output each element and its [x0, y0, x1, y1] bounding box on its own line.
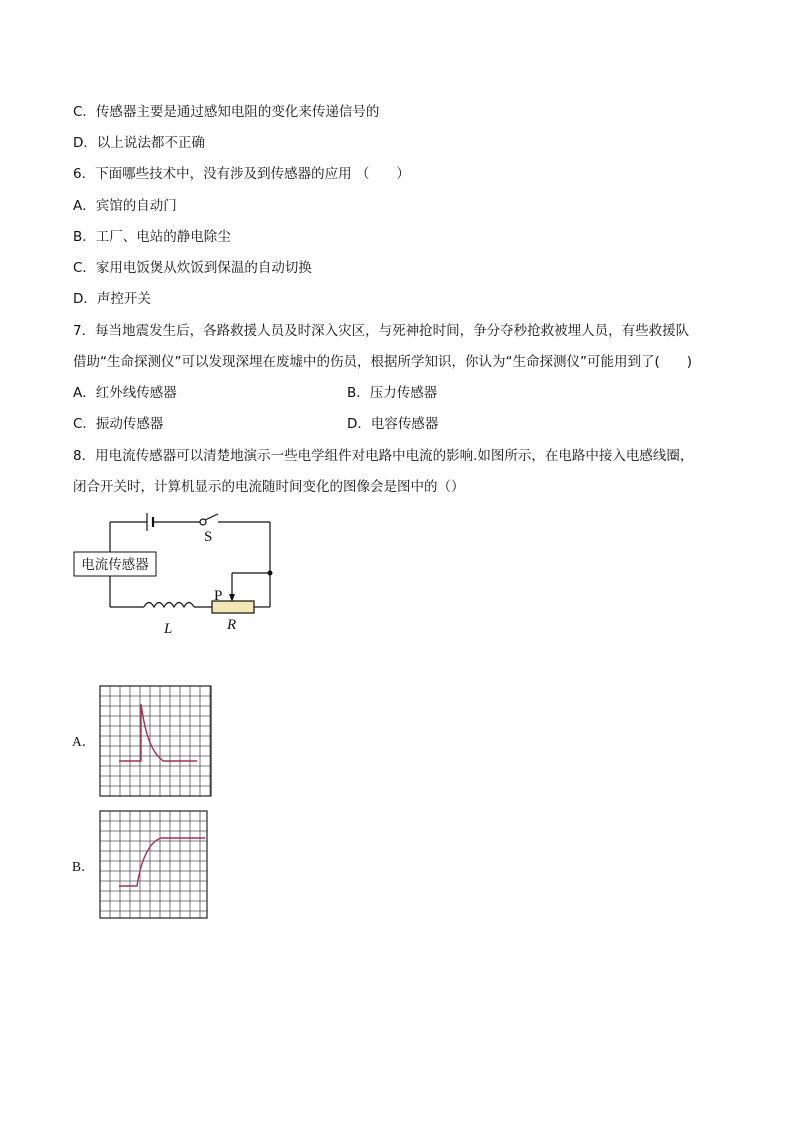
q6-stem: 6．下面哪些技术中，没有涉及到传感器的应用 （ ）	[73, 166, 410, 182]
q7-option-b: B．压力传感器	[347, 385, 438, 401]
q6-option-a: A．宾馆的自动门	[73, 198, 177, 214]
slider-label: P	[214, 588, 223, 604]
q6-option-c: C．家用电饭煲从炊饭到保温的自动切换	[73, 260, 312, 276]
option-b-graph	[99, 810, 209, 920]
q6-option-b: B．工厂、电站的静电除尘	[73, 229, 231, 245]
option-b-label: B．	[72, 859, 95, 874]
q7-option-c: C．振动传感器	[73, 416, 164, 432]
q5-option-d: D．以上说法都不正确	[73, 135, 205, 151]
inductor-label: L	[164, 621, 173, 637]
junction-dot	[268, 571, 273, 576]
current-sensor-label: 电流传感器	[81, 557, 149, 573]
q5-option-c: C．传感器主要是通过感知电阻的变化来传递信号的	[73, 104, 380, 120]
q8-stem-line2: 闭合开关时，计算机显示的电流随时间变化的图像会是图中的（）	[73, 479, 465, 495]
decay-curve	[119, 704, 197, 761]
circuit-diagram	[72, 508, 282, 640]
q7-option-a: A．红外线传感器	[73, 385, 177, 401]
option-a-label: A．	[72, 734, 96, 749]
q7-stem-line2: 借助“生命探测仪”可以发现深埋在废墟中的伤员，根据所学知识，你认为“生命探测仪”可能用到了( )	[73, 354, 693, 370]
resistor-label: R	[227, 617, 237, 633]
switch-blade	[205, 514, 218, 520]
switch-label: S	[204, 529, 213, 545]
q7-option-d: D．电容传感器	[347, 416, 439, 432]
q7-stem-line1: 7．每当地震发生后，各路救援人员及时深入灾区，与死神抢时间，争分夺秒抢救被埋人员，有些救援队	[73, 323, 690, 339]
q6-option-d: D．声控开关	[73, 291, 151, 307]
inductor-coil	[144, 603, 194, 608]
q8-stem-line1: 8．用电流传感器可以清楚地演示一些电学组件对电路中电流的影响.如图所示，在电路中接入电感线圈，	[73, 448, 694, 464]
rise-curve	[119, 838, 205, 886]
option-a-graph	[99, 685, 213, 797]
